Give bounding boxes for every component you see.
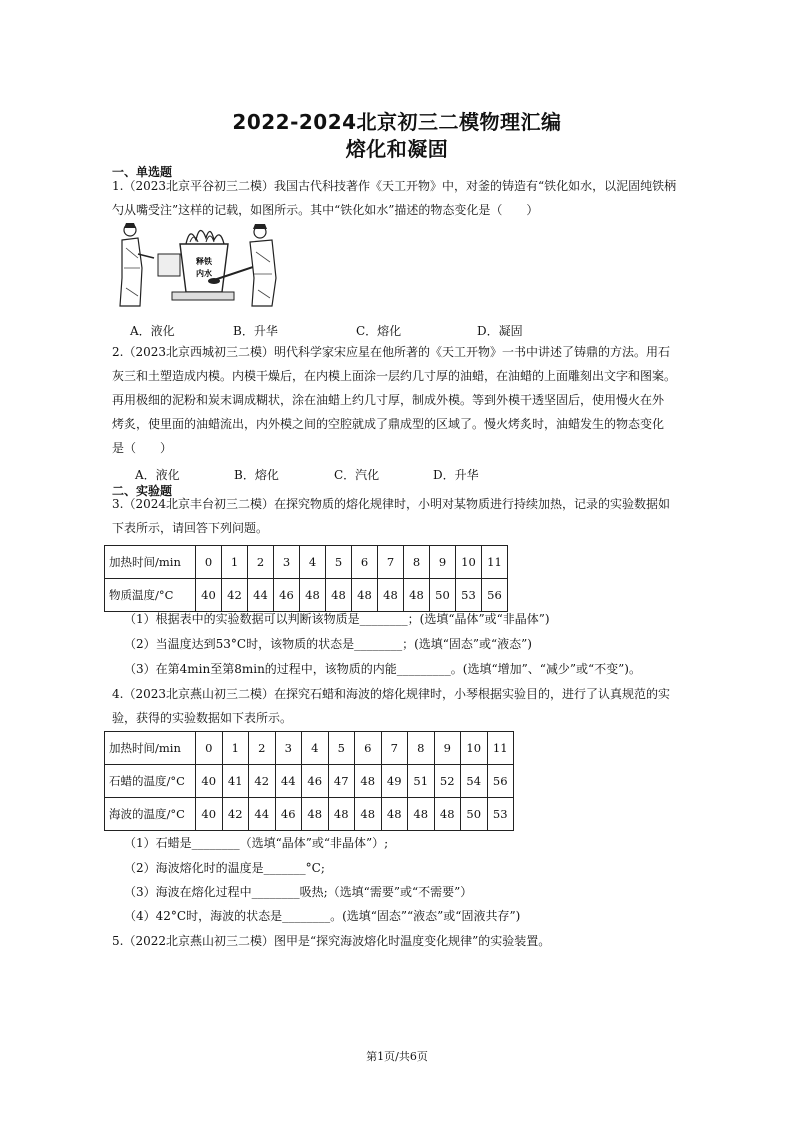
table-cell: 46 <box>274 579 300 612</box>
table-cell: 52 <box>434 765 461 798</box>
q2-text-line5: 是（ ） <box>112 441 173 455</box>
q4-sub3: （3）海波在熔化过程中________吸热;（选填“需要”或“不需要”） <box>124 885 473 899</box>
q3-sub2: （2）当温度达到53°C时，该物质的状态是________；(选填“固态”或“液态”) <box>124 637 532 651</box>
q4-header-hypo: 海波的温度/°C <box>105 798 196 831</box>
q2-option-d: D．升华 <box>433 468 479 482</box>
q4-text-line2: 验，获得的实验数据如下表所示。 <box>112 711 293 725</box>
q3-text-line2: 下表所示，请回答下列问题。 <box>112 521 269 535</box>
table-cell: 8 <box>408 732 435 765</box>
q4-text-line1: 4.（2023北京燕山初三二模）在探究石蜡和海波的熔化规律时，小琴根据实验目的，进行了认真规范的实 <box>112 687 670 701</box>
table-cell: 48 <box>355 765 382 798</box>
q2-text-line4: 烤炙，使里面的油蜡流出，内外模之间的空腔就成了鼎成型的区域了。慢火烤炙时，油蜡发生的物态变化 <box>112 417 665 431</box>
q4-data-table <box>104 731 514 831</box>
table-cell: 50 <box>461 798 488 831</box>
table-cell: 9 <box>434 732 461 765</box>
table-cell: 56 <box>487 765 514 798</box>
q3-sub3: （3）在第4min至第8min的过程中，该物质的内能_________。(选填“增加”、“减少”或“不变”)。 <box>124 662 641 676</box>
table-cell: 6 <box>355 732 382 765</box>
svg-text:内水: 内水 <box>196 269 212 278</box>
table-cell: 7 <box>381 732 408 765</box>
table-cell: 44 <box>248 579 274 612</box>
table-cell: 53 <box>456 579 482 612</box>
q3-sub1: （1）根据表中的实验数据可以判断该物质是________；(选填“晶体”或“非晶体”) <box>124 612 550 626</box>
table-cell: 11 <box>487 732 514 765</box>
table-cell: 49 <box>381 765 408 798</box>
table-row <box>105 732 514 765</box>
table-cell: 42 <box>249 765 276 798</box>
q1-text-line1: 1.（2023北京平谷初三二模）我国古代科技著作《天工开物》中，对釜的铸造有“铁化如水，以泥固纯铁柄 <box>112 179 677 193</box>
table-cell: 3 <box>274 546 300 579</box>
table-cell: 46 <box>275 798 302 831</box>
table-row <box>105 798 514 831</box>
table-cell: 42 <box>222 579 248 612</box>
table-cell: 48 <box>381 798 408 831</box>
table-cell: 51 <box>408 765 435 798</box>
q1-option-c: C．熔化 <box>356 324 402 338</box>
svg-text:释铁: 释铁 <box>196 257 212 266</box>
table-cell: 5 <box>328 732 355 765</box>
table-cell: 1 <box>222 546 248 579</box>
q3-data-table <box>104 545 508 612</box>
table-cell: 48 <box>408 798 435 831</box>
table-cell: 53 <box>487 798 514 831</box>
section-heading-experiment: 二、实验题 <box>112 484 173 498</box>
table-cell: 10 <box>456 546 482 579</box>
doc-title: 2022-2024北京初三二模物理汇编 <box>232 110 562 134</box>
table-cell: 4 <box>300 546 326 579</box>
table-cell: 47 <box>328 765 355 798</box>
table-cell: 54 <box>461 765 488 798</box>
page-footer: 第1页/共6页 <box>366 1050 428 1063</box>
table-cell: 9 <box>430 546 456 579</box>
q2-text-line1: 2.（2023北京西城初三二模）明代科学家宋应星在他所著的《天工开物》一书中讲述了铸鼎的方法。用石 <box>112 345 670 359</box>
table-cell: 48 <box>355 798 382 831</box>
table-cell: 10 <box>461 732 488 765</box>
table-row <box>105 765 514 798</box>
q2-option-b: B．熔化 <box>234 468 279 482</box>
q3-text-line1: 3.（2024北京丰台初三二模）在探究物质的熔化规律时，小明对某物质进行持续加热，记录的实验数据如 <box>112 497 670 511</box>
table-cell: 41 <box>222 765 249 798</box>
q1-option-a: A．液化 <box>130 324 175 338</box>
table-cell: 1 <box>222 732 249 765</box>
table-cell: 48 <box>434 798 461 831</box>
table-cell: 56 <box>482 579 508 612</box>
q3-header-temp: 物质温度/°C <box>105 579 196 612</box>
table-cell: 3 <box>275 732 302 765</box>
table-cell: 4 <box>302 732 329 765</box>
casting-illustration <box>110 218 285 310</box>
q1-text-line2: 勺从嘴受注”这样的记载，如图所示。其中“铁化如水”描述的物态变化是（ ） <box>112 203 539 217</box>
table-cell: 6 <box>352 546 378 579</box>
q1-option-b: B．升华 <box>233 324 278 338</box>
table-cell: 7 <box>378 546 404 579</box>
table-cell: 8 <box>404 546 430 579</box>
table-cell: 2 <box>249 732 276 765</box>
q2-option-a: A．液化 <box>135 468 180 482</box>
table-cell: 40 <box>196 765 223 798</box>
q4-sub1: （1）石蜡是________（选填“晶体”或“非晶体”）; <box>124 836 389 850</box>
table-cell: 48 <box>300 579 326 612</box>
q2-option-c: C．汽化 <box>334 468 380 482</box>
section-heading-single-choice: 一、单选题 <box>112 165 173 179</box>
q2-text-line2: 灰三和土塑造成内模。内模干燥后，在内模上面涂一层约几寸厚的油蜡，在油蜡的上面雕刻出文字和图案。 <box>112 369 677 383</box>
table-cell: 48 <box>328 798 355 831</box>
table-cell: 48 <box>326 579 352 612</box>
table-cell: 44 <box>249 798 276 831</box>
table-cell: 0 <box>196 732 223 765</box>
q3-header-time: 加热时间/min <box>105 546 196 579</box>
q5-text-line1: 5.（2022北京燕山初三二模）图甲是“探究海波熔化时温度变化规律”的实验装置。 <box>112 934 551 948</box>
table-cell: 40 <box>196 579 222 612</box>
table-cell: 44 <box>275 765 302 798</box>
table-cell: 42 <box>222 798 249 831</box>
table-cell: 11 <box>482 546 508 579</box>
table-cell: 48 <box>378 579 404 612</box>
table-cell: 48 <box>352 579 378 612</box>
table-cell: 48 <box>404 579 430 612</box>
table-cell: 40 <box>196 798 223 831</box>
q1-option-d: D．凝固 <box>477 324 523 338</box>
table-cell: 48 <box>302 798 329 831</box>
q4-header-time: 加热时间/min <box>105 732 196 765</box>
table-cell: 46 <box>302 765 329 798</box>
q4-sub4: （4）42°C时，海波的状态是________。(选填“固态”“液态”或“固液共存”) <box>124 909 521 923</box>
q4-sub2: （2）海波熔化时的温度是_______°C; <box>124 861 325 875</box>
table-cell: 2 <box>248 546 274 579</box>
q4-header-wax: 石蜡的温度/°C <box>105 765 196 798</box>
table-row <box>105 546 508 579</box>
table-cell: 50 <box>430 579 456 612</box>
table-cell: 5 <box>326 546 352 579</box>
q2-text-line3: 再用极细的泥粉和炭末调成糊状，涂在油蜡上约几寸厚，制成外模。等到外模干透坚固后，使用慢火在外 <box>112 393 665 407</box>
table-cell: 0 <box>196 546 222 579</box>
doc-subtitle: 熔化和凝固 <box>345 137 449 161</box>
